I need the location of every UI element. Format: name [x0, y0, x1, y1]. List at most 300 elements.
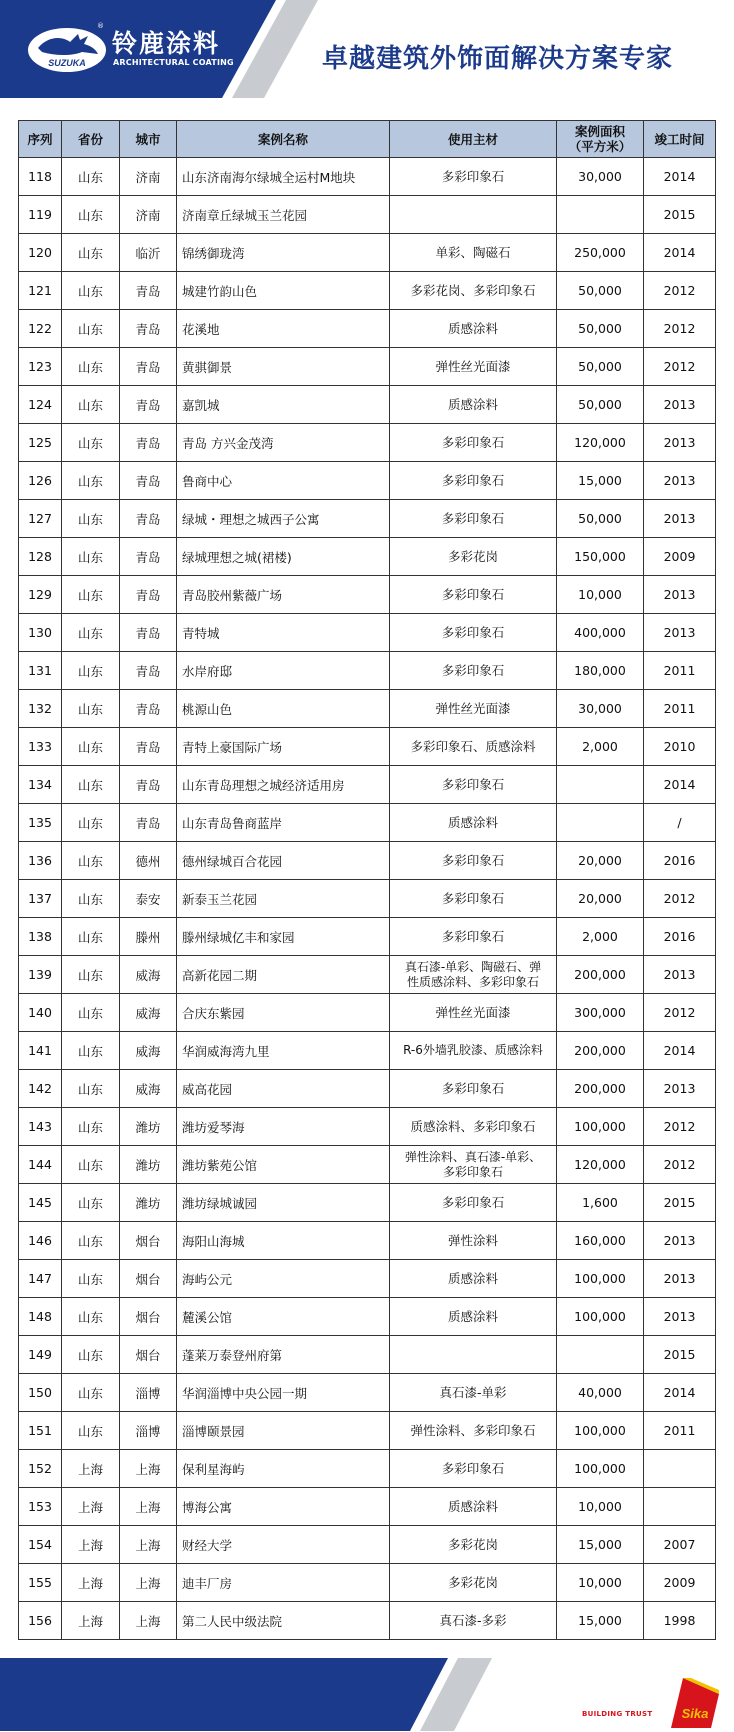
- cell-seq: 122: [19, 310, 62, 348]
- table-row: [19, 918, 716, 956]
- cell-material: 质感涂料: [390, 1260, 557, 1298]
- cell-seq: 134: [19, 766, 62, 804]
- cell-area: 2,000: [557, 728, 644, 766]
- cell-completion-year: 2011: [644, 1412, 716, 1450]
- building-trust-tagline: BUILDING TRUST: [582, 1710, 653, 1718]
- cell-city: 青岛: [120, 538, 177, 576]
- svg-text:SUZUKA: SUZUKA: [48, 58, 86, 68]
- page-header: [0, 0, 734, 98]
- cell-province: 山东: [62, 652, 120, 690]
- table-row: [19, 1260, 716, 1298]
- cell-area: 20,000: [557, 880, 644, 918]
- cell-seq: 135: [19, 804, 62, 842]
- cell-province: 山东: [62, 576, 120, 614]
- table-row: [19, 1298, 716, 1336]
- cell-seq: 125: [19, 424, 62, 462]
- cell-material: 多彩印象石: [390, 842, 557, 880]
- cell-completion-year: 2013: [644, 1222, 716, 1260]
- column-header-completion-year: 竣工时间: [644, 121, 716, 158]
- cell-completion-year: 2014: [644, 1374, 716, 1412]
- cell-case-name: 潍坊紫苑公馆: [177, 1146, 390, 1184]
- table-row: [19, 462, 716, 500]
- cell-case-name: 华润威海湾九里: [177, 1032, 390, 1070]
- table-row: [19, 1412, 716, 1450]
- cell-seq: 151: [19, 1412, 62, 1450]
- cell-seq: 126: [19, 462, 62, 500]
- svg-text:Sika: Sika: [681, 1706, 709, 1721]
- cell-completion-year: 2014: [644, 158, 716, 196]
- table-row: [19, 1488, 716, 1526]
- cell-city: 上海: [120, 1526, 177, 1564]
- cell-area: 40,000: [557, 1374, 644, 1412]
- cell-seq: 143: [19, 1108, 62, 1146]
- cell-city: 淄博: [120, 1374, 177, 1412]
- cell-seq: 132: [19, 690, 62, 728]
- cell-material: 弹性涂料、真石漆-单彩、 多彩印象石: [390, 1146, 557, 1184]
- cell-city: 青岛: [120, 804, 177, 842]
- cell-city: 潍坊: [120, 1108, 177, 1146]
- cell-province: 山东: [62, 918, 120, 956]
- cell-area: 400,000: [557, 614, 644, 652]
- cell-completion-year: 2012: [644, 272, 716, 310]
- cell-city: 烟台: [120, 1298, 177, 1336]
- cell-material: 质感涂料、多彩印象石: [390, 1108, 557, 1146]
- cell-case-name: 潍坊绿城诚园: [177, 1184, 390, 1222]
- cell-seq: 121: [19, 272, 62, 310]
- cell-city: 青岛: [120, 766, 177, 804]
- cell-province: 山东: [62, 1298, 120, 1336]
- cell-seq: 139: [19, 956, 62, 994]
- cell-seq: 145: [19, 1184, 62, 1222]
- footer-band: [0, 1658, 734, 1731]
- table-row: [19, 1032, 716, 1070]
- cell-area: 100,000: [557, 1108, 644, 1146]
- cell-material: 多彩花岗、多彩印象石: [390, 272, 557, 310]
- cell-material: 真石漆-多彩: [390, 1602, 557, 1640]
- cell-province: 山东: [62, 1260, 120, 1298]
- cell-province: 山东: [62, 1108, 120, 1146]
- table-row: [19, 1184, 716, 1222]
- cell-area: [557, 1336, 644, 1374]
- cell-case-name: 潍坊爱琴海: [177, 1108, 390, 1146]
- cell-completion-year: 2016: [644, 842, 716, 880]
- cell-city: 青岛: [120, 728, 177, 766]
- cell-city: 青岛: [120, 424, 177, 462]
- cell-city: 泰安: [120, 880, 177, 918]
- cell-material: 多彩花岗: [390, 1564, 557, 1602]
- cell-case-name: 黄骐御景: [177, 348, 390, 386]
- cell-case-name: 财经大学: [177, 1526, 390, 1564]
- cell-area: 150,000: [557, 538, 644, 576]
- cell-seq: 131: [19, 652, 62, 690]
- table-row: [19, 1108, 716, 1146]
- cell-province: 山东: [62, 1184, 120, 1222]
- table-row: [19, 1450, 716, 1488]
- cell-area: 200,000: [557, 956, 644, 994]
- cell-completion-year: 2013: [644, 424, 716, 462]
- cell-seq: 155: [19, 1564, 62, 1602]
- cell-province: 上海: [62, 1488, 120, 1526]
- cell-completion-year: 2015: [644, 1336, 716, 1374]
- cell-seq: 148: [19, 1298, 62, 1336]
- cell-area: 100,000: [557, 1450, 644, 1488]
- cell-material: 多彩印象石: [390, 652, 557, 690]
- cell-material: 质感涂料: [390, 1488, 557, 1526]
- cell-seq: 127: [19, 500, 62, 538]
- column-header-seq: 序列: [19, 121, 62, 158]
- cell-case-name: 蓬莱万泰登州府第: [177, 1336, 390, 1374]
- cell-city: 威海: [120, 994, 177, 1032]
- cell-completion-year: /: [644, 804, 716, 842]
- cell-seq: 130: [19, 614, 62, 652]
- cell-area: 50,000: [557, 386, 644, 424]
- cell-area: 15,000: [557, 462, 644, 500]
- cell-seq: 118: [19, 158, 62, 196]
- cell-case-name: 德州绿城百合花园: [177, 842, 390, 880]
- cell-city: 青岛: [120, 500, 177, 538]
- cell-material: 质感涂料: [390, 386, 557, 424]
- cell-area: 10,000: [557, 576, 644, 614]
- cell-area: 10,000: [557, 1488, 644, 1526]
- table-row: [19, 880, 716, 918]
- cell-city: 青岛: [120, 690, 177, 728]
- column-header-material: 使用主材: [390, 121, 557, 158]
- footer-navy-band: [0, 1658, 448, 1731]
- cell-case-name: 桃源山色: [177, 690, 390, 728]
- cell-material: [390, 1336, 557, 1374]
- cell-city: 德州: [120, 842, 177, 880]
- cell-area: 1,600: [557, 1184, 644, 1222]
- page-footer: [0, 1658, 734, 1731]
- cell-seq: 136: [19, 842, 62, 880]
- cell-material: 多彩印象石: [390, 1450, 557, 1488]
- table-row: [19, 766, 716, 804]
- cell-area: 250,000: [557, 234, 644, 272]
- cell-area: 10,000: [557, 1564, 644, 1602]
- cell-area: 15,000: [557, 1526, 644, 1564]
- cell-seq: 119: [19, 196, 62, 234]
- table-row: [19, 652, 716, 690]
- cell-material: 质感涂料: [390, 1298, 557, 1336]
- cell-province: 山东: [62, 766, 120, 804]
- cell-province: 山东: [62, 348, 120, 386]
- cell-province: 上海: [62, 1602, 120, 1640]
- cell-area: 50,000: [557, 310, 644, 348]
- cell-material: 弹性涂料、多彩印象石: [390, 1412, 557, 1450]
- cell-completion-year: 2012: [644, 1146, 716, 1184]
- cell-area: 160,000: [557, 1222, 644, 1260]
- cell-province: 山东: [62, 690, 120, 728]
- table-row: [19, 1602, 716, 1640]
- cell-area: 120,000: [557, 424, 644, 462]
- cell-completion-year: 2012: [644, 994, 716, 1032]
- cell-seq: 138: [19, 918, 62, 956]
- cell-completion-year: 2007: [644, 1526, 716, 1564]
- cell-seq: 150: [19, 1374, 62, 1412]
- cell-seq: 141: [19, 1032, 62, 1070]
- cell-completion-year: 2012: [644, 880, 716, 918]
- cell-completion-year: [644, 1450, 716, 1488]
- cell-province: 山东: [62, 804, 120, 842]
- cell-material: 质感涂料: [390, 804, 557, 842]
- column-header-city: 城市: [120, 121, 177, 158]
- cell-completion-year: 2013: [644, 1260, 716, 1298]
- cell-province: 山东: [62, 196, 120, 234]
- cell-case-name: 第二人民中级法院: [177, 1602, 390, 1640]
- cell-case-name: 保利星海屿: [177, 1450, 390, 1488]
- cell-city: 烟台: [120, 1260, 177, 1298]
- cell-province: 山东: [62, 1336, 120, 1374]
- cell-case-name: 博海公寓: [177, 1488, 390, 1526]
- table-row: [19, 1222, 716, 1260]
- cell-province: 上海: [62, 1450, 120, 1488]
- cell-seq: 152: [19, 1450, 62, 1488]
- cell-material: 多彩印象石: [390, 880, 557, 918]
- cell-province: 山东: [62, 880, 120, 918]
- cell-area: 180,000: [557, 652, 644, 690]
- table-row: [19, 956, 716, 994]
- cell-city: 上海: [120, 1450, 177, 1488]
- cell-material: 弹性涂料: [390, 1222, 557, 1260]
- table-row: [19, 310, 716, 348]
- cell-material: 弹性丝光面漆: [390, 348, 557, 386]
- cell-area: 30,000: [557, 690, 644, 728]
- cell-completion-year: 2009: [644, 1564, 716, 1602]
- cell-material: 多彩印象石: [390, 500, 557, 538]
- cell-case-name: 威高花园: [177, 1070, 390, 1108]
- cell-material: 多彩印象石: [390, 1184, 557, 1222]
- cell-seq: 147: [19, 1260, 62, 1298]
- cell-completion-year: 1998: [644, 1602, 716, 1640]
- cell-completion-year: 2012: [644, 310, 716, 348]
- cell-city: 上海: [120, 1488, 177, 1526]
- cell-seq: 144: [19, 1146, 62, 1184]
- cell-material: 单彩、陶磁石: [390, 234, 557, 272]
- cell-city: 淄博: [120, 1412, 177, 1450]
- cell-province: 山东: [62, 424, 120, 462]
- cell-area: 50,000: [557, 500, 644, 538]
- suzuka-logo: [26, 26, 108, 74]
- cell-seq: 142: [19, 1070, 62, 1108]
- cell-seq: 154: [19, 1526, 62, 1564]
- column-header-area: 案例面积 （平方米）: [557, 121, 644, 158]
- cell-city: 潍坊: [120, 1184, 177, 1222]
- table-body: [19, 158, 716, 1640]
- cell-case-name: 海阳山海城: [177, 1222, 390, 1260]
- table-row: [19, 386, 716, 424]
- cell-area: [557, 766, 644, 804]
- cell-case-name: 海屿公元: [177, 1260, 390, 1298]
- cell-area: 20,000: [557, 842, 644, 880]
- cell-case-name: 迪丰厂房: [177, 1564, 390, 1602]
- cell-province: 山东: [62, 386, 120, 424]
- cell-area: 120,000: [557, 1146, 644, 1184]
- cell-province: 山东: [62, 1070, 120, 1108]
- cell-completion-year: 2013: [644, 462, 716, 500]
- cell-city: 青岛: [120, 310, 177, 348]
- table-row: [19, 1336, 716, 1374]
- cell-area: 300,000: [557, 994, 644, 1032]
- cell-province: 山东: [62, 728, 120, 766]
- cell-city: 济南: [120, 158, 177, 196]
- cell-province: 山东: [62, 462, 120, 500]
- cell-province: 山东: [62, 1222, 120, 1260]
- cell-case-name: 绿城・理想之城西子公寓: [177, 500, 390, 538]
- cell-material: 多彩印象石: [390, 918, 557, 956]
- cell-case-name: 麓溪公馆: [177, 1298, 390, 1336]
- cell-case-name: 高新花园二期: [177, 956, 390, 994]
- cell-city: 青岛: [120, 652, 177, 690]
- table-row: [19, 1564, 716, 1602]
- cell-case-name: 华润淄博中央公园一期: [177, 1374, 390, 1412]
- cell-area: 200,000: [557, 1032, 644, 1070]
- table-row: [19, 348, 716, 386]
- cell-seq: 153: [19, 1488, 62, 1526]
- cell-city: 烟台: [120, 1222, 177, 1260]
- cell-province: 山东: [62, 310, 120, 348]
- cell-province: 山东: [62, 994, 120, 1032]
- cell-case-name: 合庆东紫园: [177, 994, 390, 1032]
- cell-province: 山东: [62, 272, 120, 310]
- cell-material: 多彩印象石、质感涂料: [390, 728, 557, 766]
- column-header-province: 省份: [62, 121, 120, 158]
- table-row: [19, 614, 716, 652]
- cell-material: 质感涂料: [390, 310, 557, 348]
- cell-material: 多彩印象石: [390, 1070, 557, 1108]
- cell-material: 真石漆-单彩、陶磁石、弹 性质感涂料、多彩印象石: [390, 956, 557, 994]
- cell-material: 多彩印象石: [390, 424, 557, 462]
- column-header-case-name: 案例名称: [177, 121, 390, 158]
- cell-province: 山东: [62, 1146, 120, 1184]
- cell-city: 青岛: [120, 348, 177, 386]
- cell-area: [557, 804, 644, 842]
- table-row: [19, 424, 716, 462]
- cell-completion-year: 2013: [644, 1298, 716, 1336]
- cell-area: 100,000: [557, 1412, 644, 1450]
- cell-case-name: 淄博颐景园: [177, 1412, 390, 1450]
- cell-city: 上海: [120, 1564, 177, 1602]
- cell-material: 弹性丝光面漆: [390, 690, 557, 728]
- cell-completion-year: 2011: [644, 652, 716, 690]
- cell-area: 100,000: [557, 1260, 644, 1298]
- cell-completion-year: 2016: [644, 918, 716, 956]
- table-row: [19, 1374, 716, 1412]
- cell-case-name: 青特城: [177, 614, 390, 652]
- cell-case-name: 青特上豪国际广场: [177, 728, 390, 766]
- case-table: [18, 120, 716, 1640]
- table-header-row: [19, 121, 716, 158]
- cell-seq: 140: [19, 994, 62, 1032]
- cell-area: 50,000: [557, 272, 644, 310]
- cell-city: 潍坊: [120, 1146, 177, 1184]
- cell-completion-year: 2009: [644, 538, 716, 576]
- cell-seq: 124: [19, 386, 62, 424]
- cell-case-name: 城建竹韵山色: [177, 272, 390, 310]
- cell-case-name: 山东青岛理想之城经济适用房: [177, 766, 390, 804]
- cell-city: 威海: [120, 956, 177, 994]
- cell-seq: 120: [19, 234, 62, 272]
- cell-city: 滕州: [120, 918, 177, 956]
- cell-area: 2,000: [557, 918, 644, 956]
- cell-completion-year: 2015: [644, 1184, 716, 1222]
- cell-city: 青岛: [120, 614, 177, 652]
- cell-city: 上海: [120, 1602, 177, 1640]
- cell-city: 青岛: [120, 462, 177, 500]
- cell-province: 山东: [62, 500, 120, 538]
- cell-material: R-6外墙乳胶漆、质感涂料: [390, 1032, 557, 1070]
- cell-city: 青岛: [120, 272, 177, 310]
- cell-case-name: 新泰玉兰花园: [177, 880, 390, 918]
- cell-province: 山东: [62, 614, 120, 652]
- cell-city: 济南: [120, 196, 177, 234]
- cell-completion-year: [644, 1488, 716, 1526]
- cell-province: 山东: [62, 842, 120, 880]
- cell-area: 30,000: [557, 158, 644, 196]
- cell-city: 威海: [120, 1070, 177, 1108]
- cell-completion-year: 2015: [644, 196, 716, 234]
- cell-area: [557, 196, 644, 234]
- registered-mark: ®: [97, 22, 104, 30]
- cell-completion-year: 2014: [644, 766, 716, 804]
- cell-province: 山东: [62, 538, 120, 576]
- cell-case-name: 鲁商中心: [177, 462, 390, 500]
- cell-material: 弹性丝光面漆: [390, 994, 557, 1032]
- cell-city: 青岛: [120, 576, 177, 614]
- cell-completion-year: 2010: [644, 728, 716, 766]
- cell-case-name: 花溪地: [177, 310, 390, 348]
- cell-completion-year: 2013: [644, 386, 716, 424]
- cell-province: 上海: [62, 1564, 120, 1602]
- table-row: [19, 196, 716, 234]
- cell-city: 威海: [120, 1032, 177, 1070]
- cell-material: 多彩花岗: [390, 1526, 557, 1564]
- table-row: [19, 234, 716, 272]
- cell-seq: 149: [19, 1336, 62, 1374]
- table-row: [19, 1526, 716, 1564]
- cell-area: 15,000: [557, 1602, 644, 1640]
- table-row: [19, 272, 716, 310]
- cell-case-name: 滕州绿城亿丰和家园: [177, 918, 390, 956]
- cell-case-name: 青岛胶州紫薇广场: [177, 576, 390, 614]
- cell-area: 100,000: [557, 1298, 644, 1336]
- cell-seq: 156: [19, 1602, 62, 1640]
- cell-completion-year: 2013: [644, 500, 716, 538]
- cell-completion-year: 2014: [644, 234, 716, 272]
- table-row: [19, 728, 716, 766]
- cell-area: 200,000: [557, 1070, 644, 1108]
- brand-subtitle: ARCHITECTURAL COATING: [113, 58, 234, 67]
- table-row: [19, 500, 716, 538]
- table-row: [19, 576, 716, 614]
- page-slogan: 卓越建筑外饰面解决方案专家: [322, 44, 674, 74]
- cell-province: 上海: [62, 1526, 120, 1564]
- cell-case-name: 山东济南海尔绿城全运村M地块: [177, 158, 390, 196]
- cell-material: 多彩印象石: [390, 766, 557, 804]
- table-row: [19, 690, 716, 728]
- sika-logo: [661, 1676, 719, 1728]
- cell-case-name: 济南章丘绿城玉兰花园: [177, 196, 390, 234]
- cell-seq: 146: [19, 1222, 62, 1260]
- cell-case-name: 山东青岛鲁商蓝岸: [177, 804, 390, 842]
- cell-completion-year: 2012: [644, 348, 716, 386]
- cell-seq: 137: [19, 880, 62, 918]
- table-row: [19, 538, 716, 576]
- cell-material: 多彩花岗: [390, 538, 557, 576]
- cell-province: 山东: [62, 158, 120, 196]
- brand-name: 铃鹿涂料: [112, 29, 221, 58]
- table-row: [19, 1070, 716, 1108]
- cell-province: 山东: [62, 234, 120, 272]
